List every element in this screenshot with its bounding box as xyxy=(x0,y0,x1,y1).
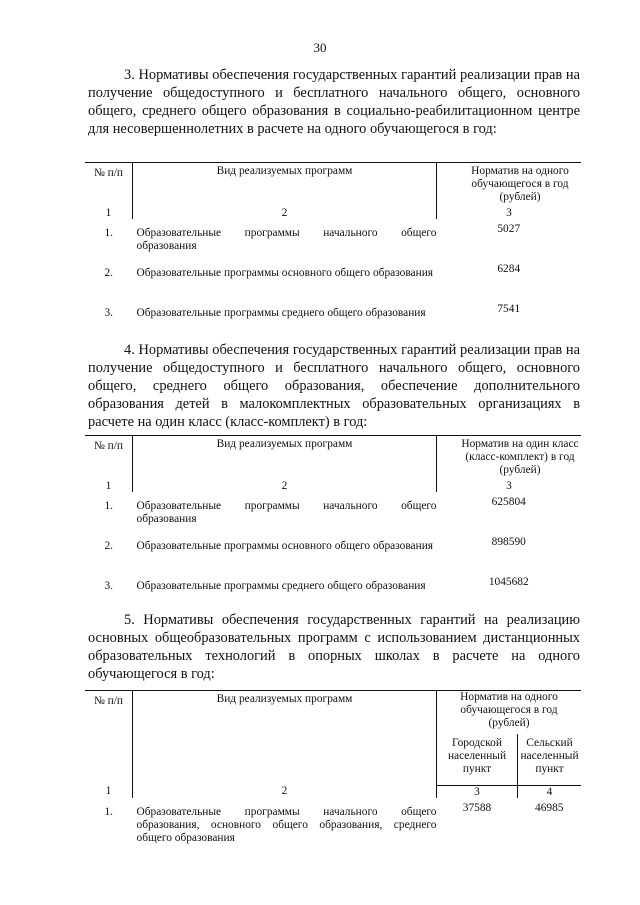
section-5-paragraph: 5. Нормативы обеспечения государственных гарантий на реализацию основных общеобразовательных программ с использованием дистанционных образовательных технологий в опорных школах в расчете на одного обучающегося в год: xyxy=(88,612,580,682)
row-program: Образовательные программы основного общего образования xyxy=(136,267,434,279)
index-cell: 1 xyxy=(85,207,133,219)
table-header-row xyxy=(85,163,581,208)
row-program: Образовательные программы среднего общего образования xyxy=(136,307,426,319)
row-num: 1. xyxy=(104,805,114,818)
page-number: 30 xyxy=(313,40,327,55)
header-norm: Норматив на один класс (класс-комплект) в год (рублей) xyxy=(437,436,582,481)
header-num: № п/п xyxy=(85,436,133,481)
row-program: Образовательные программы начального общего образования xyxy=(136,227,437,252)
table-row xyxy=(85,259,581,299)
row-program: Образовательные программы основного общего образования xyxy=(136,540,434,552)
index-cell: 1 xyxy=(85,480,133,492)
table-header-row xyxy=(85,691,581,735)
index-cell: 2 xyxy=(133,480,437,492)
row-program: Образовательные программы начального общего образования xyxy=(136,500,437,525)
index-cell: 3 xyxy=(437,785,518,798)
header-rural: Сельский населенный пункт xyxy=(518,734,582,785)
table-index-row xyxy=(85,785,581,798)
header-program: Вид реализуемых программ xyxy=(133,436,437,481)
row-num: 3. xyxy=(104,580,114,592)
row-num: 1. xyxy=(104,227,114,239)
row-value: 7541 xyxy=(497,303,521,315)
index-cell: 2 xyxy=(133,785,437,798)
row-rural: 46985 xyxy=(535,801,564,814)
row-value: 1045682 xyxy=(488,576,529,588)
header-norm: Норматив на одного обучающегося в год (рублей) xyxy=(437,163,582,208)
row-value: 6284 xyxy=(497,263,521,275)
header-program: Вид реализуемых программ xyxy=(133,691,437,786)
row-num: 2. xyxy=(104,267,114,279)
section-5-table xyxy=(85,690,581,845)
index-cell: 3 xyxy=(506,207,512,219)
index-cell: 1 xyxy=(85,785,133,798)
table-row xyxy=(85,798,581,845)
section-3-table xyxy=(85,162,581,339)
row-urban: 37588 xyxy=(462,801,492,814)
header-program: Вид реализуемых программ xyxy=(133,163,437,208)
row-value: 898590 xyxy=(491,536,526,548)
row-value: 625804 xyxy=(491,496,526,508)
header-num: № п/п xyxy=(85,163,133,208)
header-norm: Норматив на одного обучающегося в год (рублей) xyxy=(437,691,582,735)
section-4-table xyxy=(85,435,581,612)
row-value: 5027 xyxy=(497,223,521,235)
table-index-row xyxy=(85,207,581,219)
row-num: 2. xyxy=(104,540,114,552)
table-row xyxy=(85,492,581,532)
index-cell: 4 xyxy=(546,785,553,798)
table-row xyxy=(85,299,581,339)
table-index-row xyxy=(85,480,581,492)
row-program: Образовательные программы начального общего образования, основного общего образования, среднего общего образования xyxy=(136,805,437,844)
table-row xyxy=(85,532,581,572)
section-3-paragraph: 3. Нормативы обеспечения государственных гарантий реализации прав на получение общедоступного и бесплатного начального общего, основного общего, среднего общего образования в социально-реабилитационном центре для несовершеннолетних в расчете на одного обучающегося в год: xyxy=(88,67,580,137)
index-cell: 3 xyxy=(506,480,512,492)
row-num: 3. xyxy=(104,307,114,319)
table-row xyxy=(85,572,581,612)
header-num: № п/п xyxy=(85,691,133,786)
row-program: Образовательные программы среднего общего образования xyxy=(136,580,426,592)
table-header-row xyxy=(85,436,581,481)
header-urban: Городской населенный пункт xyxy=(437,734,518,785)
row-num: 1. xyxy=(104,500,114,512)
index-cell: 2 xyxy=(133,207,437,219)
section-4-paragraph: 4. Нормативы обеспечения государственных гарантий реализации прав на получение общедоступного и бесплатного начального общего, основного общего, среднего общего образования, обеспечение дополнительного образования детей в малокомплектных образовательных организациях в расчете на один класс (класс-комплект) в год: xyxy=(88,342,580,430)
table-row xyxy=(85,219,581,259)
